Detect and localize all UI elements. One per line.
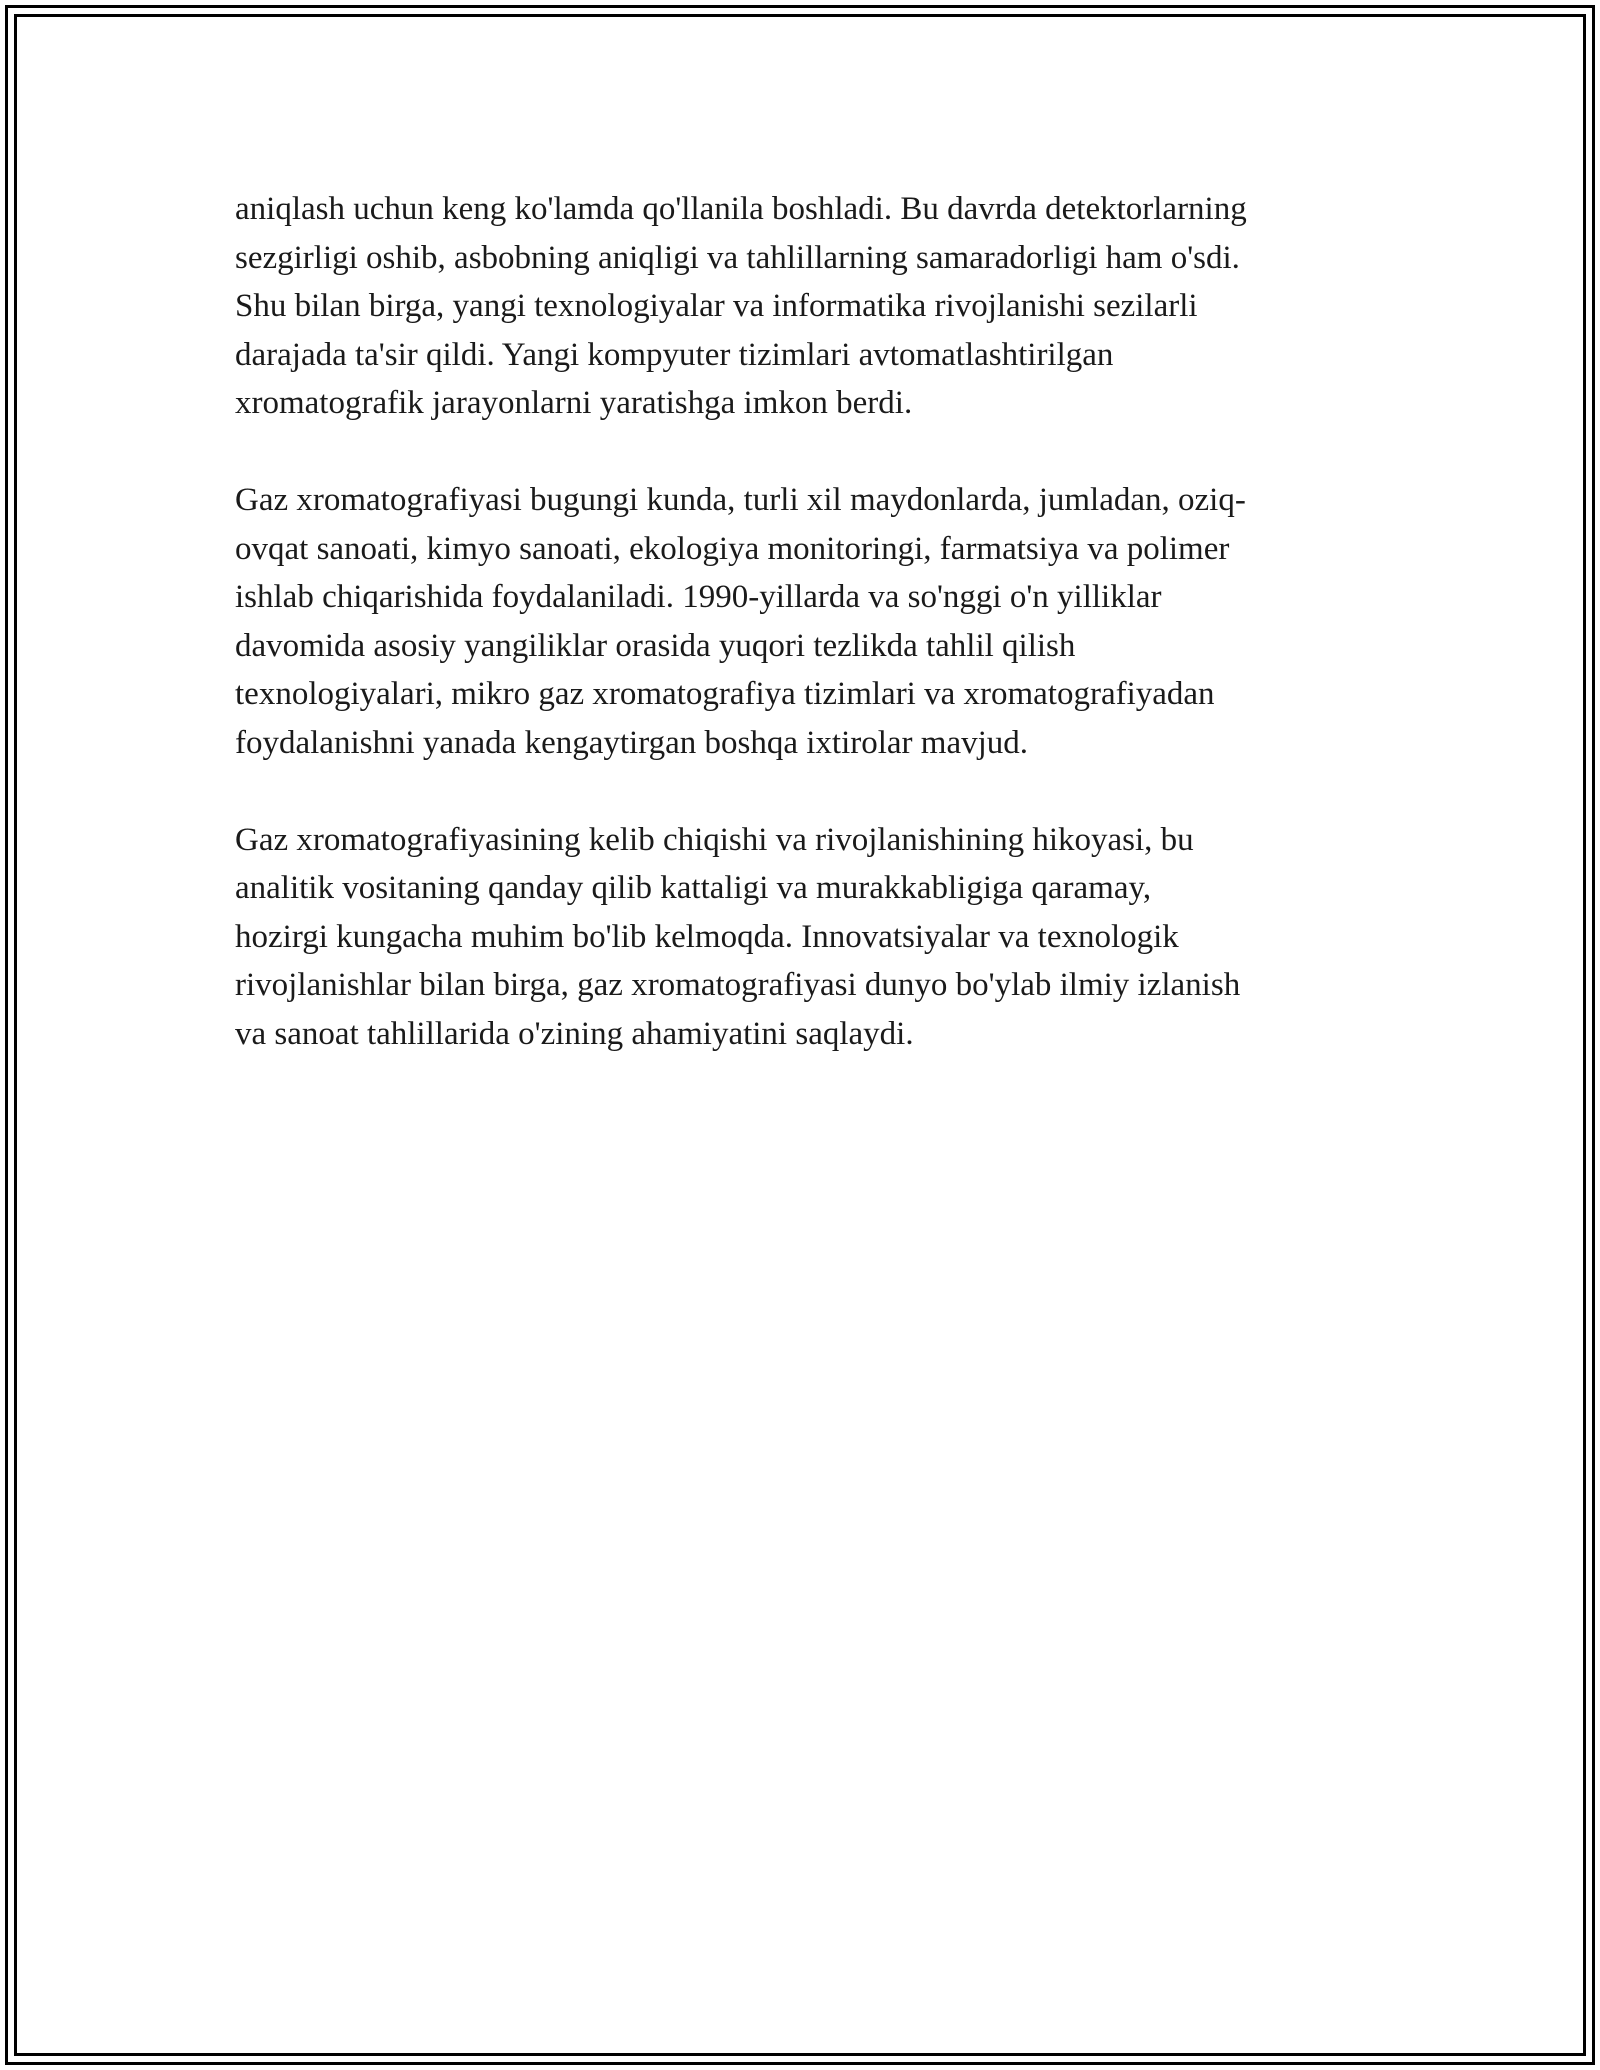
paragraph-1: aniqlash uchun keng ko'lamda qo'llanila boshladi. Bu davrda detektorlarning sezgirligi oshib, asbobning aniqligi va tahlillarning samaradorligi ham o'sdi. Shu bilan birga, yangi texnologiyalar va informatika rivojlanishi sezilarli darajada ta'sir qildi. Yangi kompyuter tizimlari avtomatlashtirilgan xromatografik jarayonlarni yaratishga imkon berdi. (235, 191, 1247, 421)
paragraph-3: Gaz xromatografiyasining kelib chiqishi va rivojlanishining hikoyasi, bu analitik vositaning qanday qilib kattaligi va murakkabligiga qaramay, hozirgi kungacha muhim bo'lib kelmoqda. Innovatsiyalar va texnologik rivojlanishlar bilan birga, gaz xromatografiyasi dunyo bo'ylab ilmiy izlanish va sanoat tahlillarida o'zining ahamiyatini saqlaydi. (235, 821, 1241, 1052)
document-body (235, 185, 1375, 1107)
paragraph-2: Gaz xromatografiyasi bugungi kunda, turli xil maydonlarda, jumladan, oziq- ovqat sanoati, kimyo sanoati, ekologiya monitoringi, farmatsiya va polimer ishlab chiqarishida foydalaniladi. 1990-yillarda va so'nggi o'n yilliklar davomida asosiy yangiliklar orasida yuqori tezlikda tahlil qilish texnologiyalari, mikro gaz xromatografiya tizimlari va xromatografiyadan foydalanishni yanada kengaytirgan boshqa ixtirolar mavjud. (235, 482, 1246, 761)
